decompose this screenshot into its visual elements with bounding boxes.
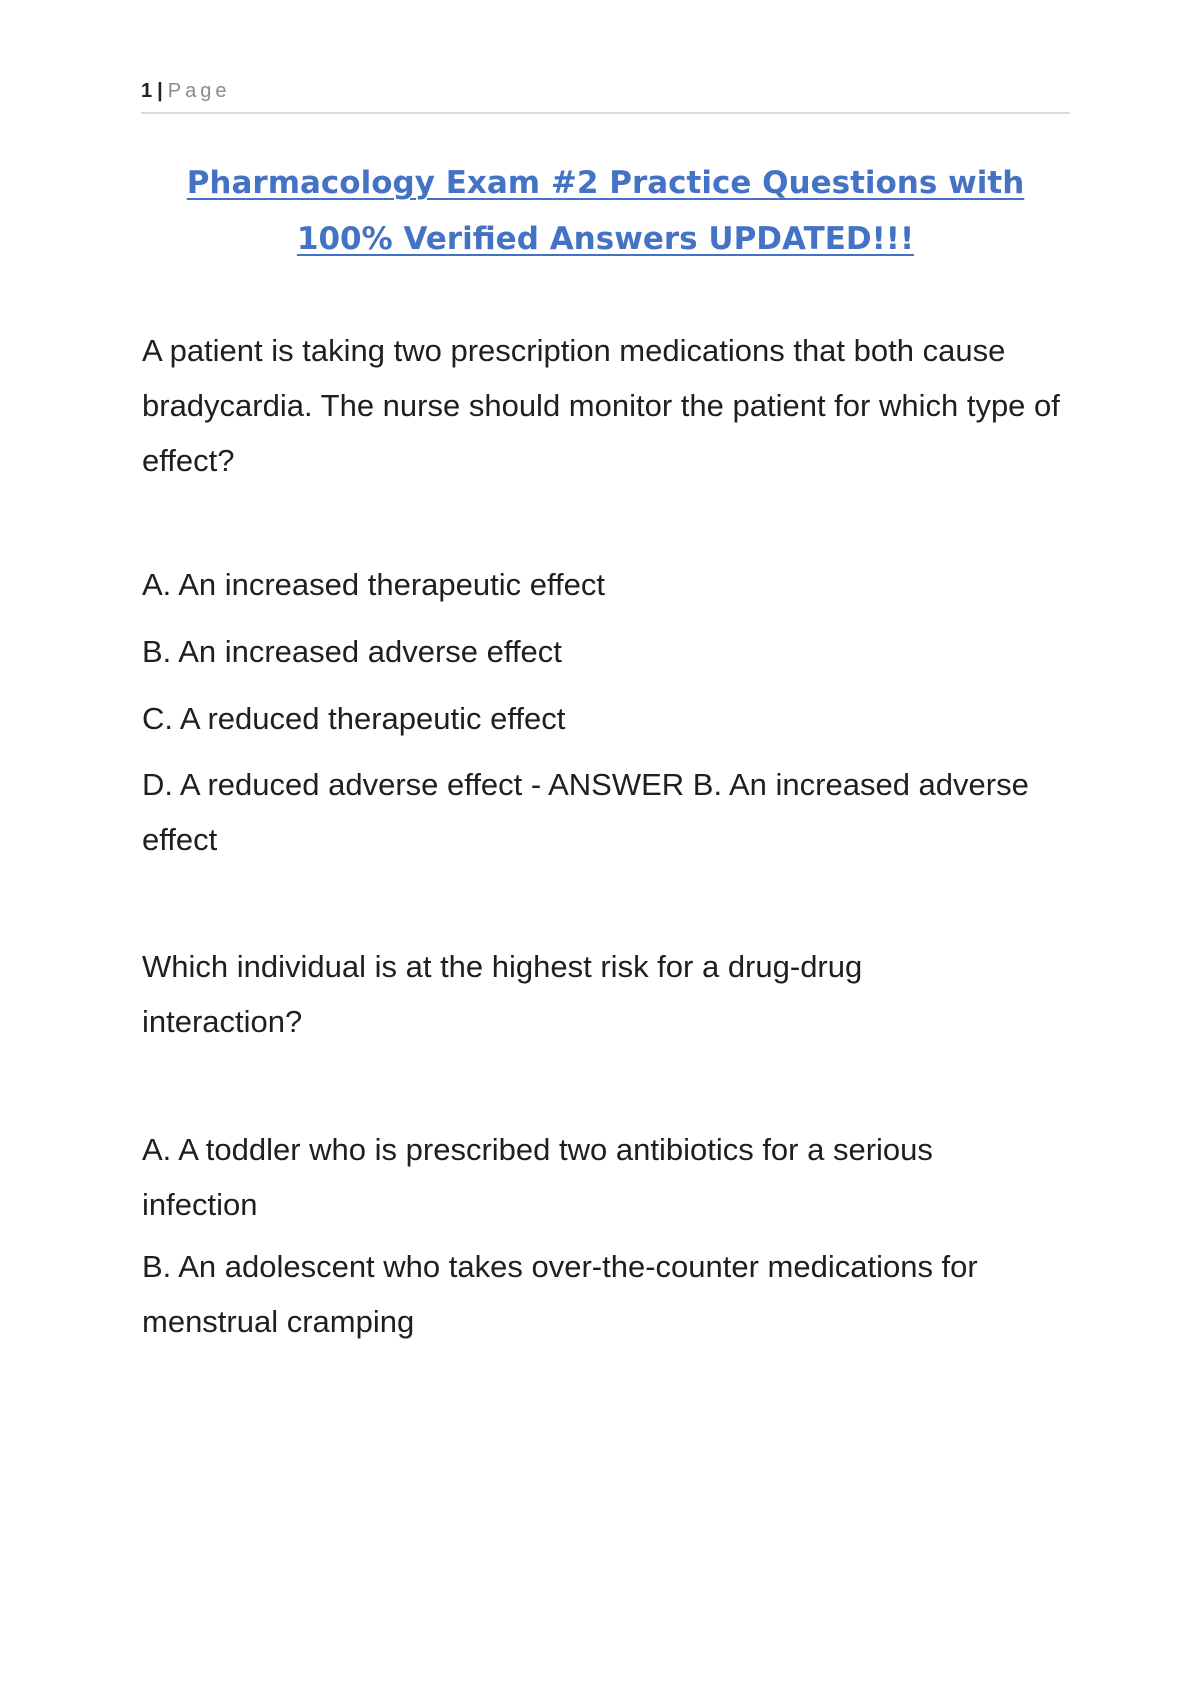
title-line-1: Pharmacology Exam #2 Practice Questions with (186, 165, 1025, 201)
question-2-option-a: A. A toddler who is prescribed two antibiotics for a serious infection (142, 1132, 933, 1222)
question-2-stem: Which individual is at the highest risk for a drug-drug interaction? (142, 949, 863, 1039)
question-1-option-b: B. An increased adverse effect (142, 634, 562, 669)
question-1-option-d-answer: D. A reduced adverse effect - ANSWER B. An increased adverse effect (142, 767, 1029, 857)
question-2-option-b: B. An adolescent who takes over-the-counter medications for menstrual cramping (142, 1249, 978, 1339)
question-1-option-a: A. An increased therapeutic effect (142, 567, 606, 602)
question-1-option-c: C. A reduced therapeutic effect (142, 701, 566, 736)
page-header (141, 80, 1070, 114)
question-1-stem: A patient is taking two prescription medications that both cause bradycardia. The nurse should monitor the patient for which type of effect? (142, 333, 1060, 478)
page-number: 1 (141, 80, 154, 102)
document-title (141, 155, 1070, 267)
page-label: Page (167, 80, 231, 102)
page-separator: | (157, 80, 164, 102)
title-line-2: 100% Verified Answers UPDATED!!! (296, 221, 915, 257)
